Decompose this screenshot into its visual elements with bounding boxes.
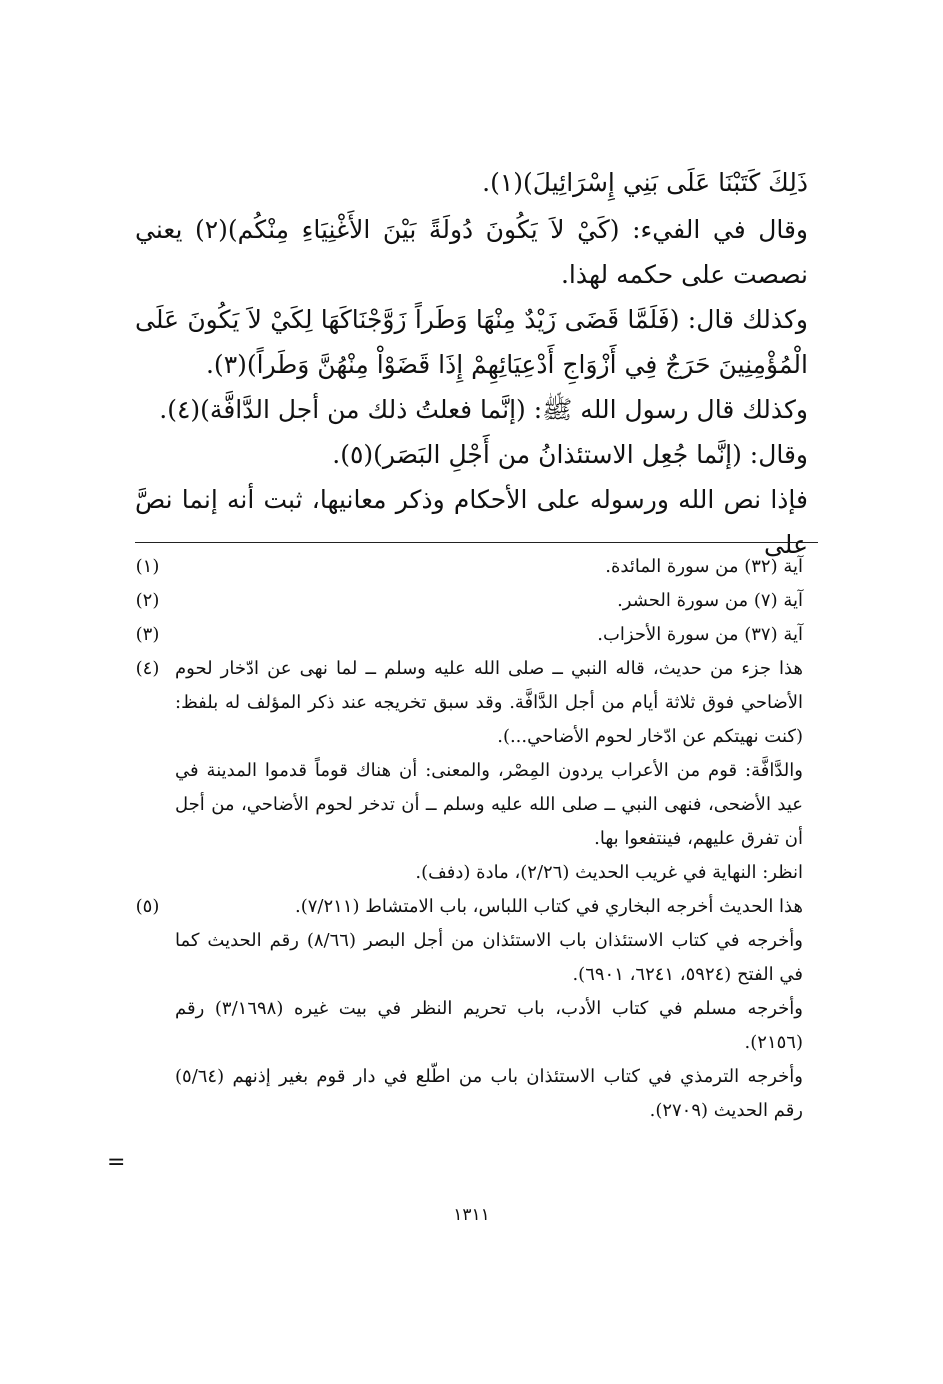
text-paragraph: وكذلك قال رسول الله ﷺ: (إنَّما فعلتُ ذلك من أجل الدَّافَّة)(٤). <box>159 395 808 424</box>
text-paragraph: وكذلك قال: (فَلَمَّا قَضَى زَيْدٌ مِنْهَا وَطَراً زَوَّجْنَاكَهَا لِكَيْ لاَ يَكُونَ عَلَى الْمُؤْمِنِينَ حَرَجٌ فِي أَزْوَاجِ أَدْعِيَائِهِمْ إِذَا قَضَوْاْ مِنْهُنَّ وَطَراً)(٣). <box>135 305 808 379</box>
text-paragraph: فإذا نص الله ورسوله على الأحكام وذكر معانيها، ثبت أنه إنما نصَّ على <box>135 485 808 559</box>
footnote-number: (١) <box>135 556 160 577</box>
text-paragraph: وقال: (إنَّما جُعِل الاستئذانُ من أَجْلِ البَصَر)(٥). <box>332 440 808 469</box>
footnote-text: وأخرجه مسلم في كتاب الأدب، باب تحريم النظر في بيت غيره (٣/١٦٩٨) رقم (٢١٥٦). <box>175 998 803 1053</box>
footnote-text: آية (٧) من سورة الحشر. <box>617 590 803 611</box>
footnote-text: هذا جزء من حديث، قاله النبي ــ صلى الله عليه وسلم ــ لما نهى عن ادّخار لحوم الأضاحي فوق ثلاثة أيام من أجل الدَّافَّة. وقد سبق تخريجه عند ذكر المؤلف له بلفظ: (كنت نهيتكم عن ادّخار لحوم الأضاحي...). <box>175 658 803 747</box>
footnote-1 <box>120 550 803 584</box>
footnote-text: هذا الحديث أخرجه البخاري في كتاب اللباس، باب الامتشاط (٧/٢١١). <box>295 896 803 917</box>
footnote-number: (٥) <box>135 896 160 917</box>
footnote-text: وأخرجه في كتاب الاستئذان باب الاستئذان من أجل البصر (٨/٦٦) رقم الحديث كما في الفتح (٥٩٢٤، ٦٢٤١، ٦٩٠١). <box>175 930 803 985</box>
footnote-number: (٢) <box>135 590 160 611</box>
footnote-3 <box>120 618 803 652</box>
page-number: ١٣١١ <box>453 1205 490 1225</box>
footnote-4 <box>120 652 803 890</box>
footnote-text: آية (٣٢) من سورة المائدة. <box>605 556 803 577</box>
footnote-text: وأخرجه الترمذي في كتاب الاستئذان باب من اطّلع في دار قوم بغير إذنهم (٥/٦٤) رقم الحديث (٢٧٠٩). <box>175 1066 803 1121</box>
continuation-mark: = <box>107 1150 126 1175</box>
footnote-body <box>175 618 803 652</box>
footnote-number: (٤) <box>135 658 160 679</box>
footnote-text: والدَّافَّة: قوم من الأعراب يردون المِصْر، والمعنى: أن هناك قوماً قدموا المدينة في عيد الأضحى، فنهى النبي ــ صلى الله عليه وسلم ــ أن تدخر لحوم الأضاحي، من أجل أن تفرق عليهم، فينتفعوا بها. <box>175 760 803 849</box>
footnote-body <box>175 652 803 890</box>
footnote-body <box>175 550 803 584</box>
text-line: ذَلِكَ كَتَبْنَا عَلَى بَنِي إِسْرَائِيلَ)(١). <box>482 168 808 197</box>
footnote-number: (٣) <box>135 624 160 645</box>
footnote-text: انظر: النهاية في غريب الحديث (٢/٢٦)، مادة (دفف). <box>415 862 803 883</box>
footnote-body <box>175 584 803 618</box>
text-paragraph: وقال في الفيء: (كَيْ لاَ يَكُونَ دُولَةً بَيْنَ الأَغْنِيَاءِ مِنْكُم)(٢) يعني نصصت على حكمه لهذا. <box>135 215 808 289</box>
footnotes <box>120 550 803 1128</box>
footnote-5 <box>120 890 803 1128</box>
footnote-text: آية (٣٧) من سورة الأحزاب. <box>597 624 803 645</box>
footnote-2 <box>120 584 803 618</box>
footnote-divider <box>135 542 818 543</box>
main-text <box>135 160 808 567</box>
footnote-body <box>175 890 803 1128</box>
